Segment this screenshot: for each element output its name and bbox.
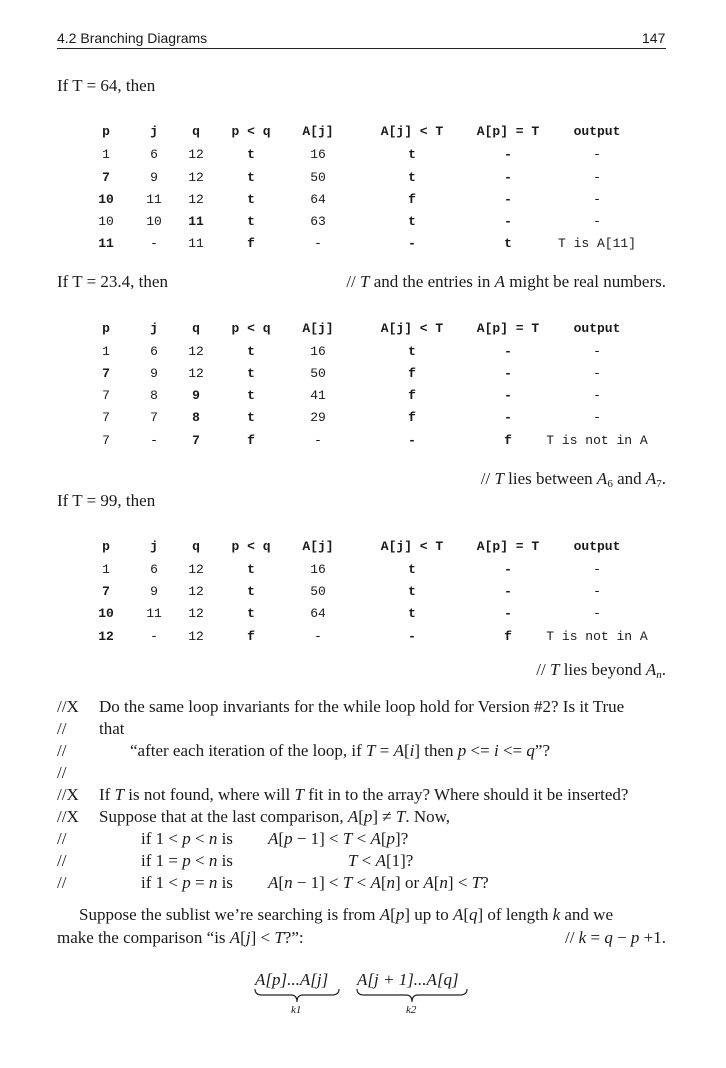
table-cell: 7 xyxy=(102,388,110,403)
question-text: Do the same loop invariants for the while loop hold for Version #2? Is it True xyxy=(99,697,625,716)
table-header-cell: j xyxy=(150,539,158,554)
table-cell: 16 xyxy=(310,147,326,162)
block2-comment: // T and the entries in A might be real numbers. xyxy=(346,272,666,291)
label-k1: k1 xyxy=(291,1004,302,1016)
table-cell: t xyxy=(247,388,255,403)
table-cell: - xyxy=(504,170,512,185)
table-cell: - xyxy=(408,236,416,251)
table-cell: 11 xyxy=(98,236,114,251)
table-cell: 10 xyxy=(146,214,162,229)
table-cell: f xyxy=(247,433,255,448)
condition-text: if 1 < p < n is xyxy=(141,829,233,848)
table-cell: 12 xyxy=(98,629,114,644)
table-cell: 6 xyxy=(150,562,158,577)
table-cell: 10 xyxy=(98,606,114,621)
table-cell: - xyxy=(593,170,601,185)
table-cell: 7 xyxy=(150,410,158,425)
sublist-right: A[j + 1]...A[q] xyxy=(357,970,459,989)
table-cell: 63 xyxy=(310,214,326,229)
running-header-section: 4.2 Branching Diagrams xyxy=(57,30,208,46)
label-k2: k2 xyxy=(406,1004,417,1016)
table-cell: 12 xyxy=(188,170,204,185)
table-cell: - xyxy=(150,433,158,448)
question-prefix: // xyxy=(57,873,67,892)
table-cell: 7 xyxy=(102,366,110,381)
table-cell: 11 xyxy=(188,236,204,251)
table-header-cell: q xyxy=(192,124,200,139)
table-header-cell: A[p] = T xyxy=(476,321,540,336)
table-cell: t xyxy=(408,147,416,162)
table-cell: 50 xyxy=(310,584,326,599)
sublist-left: A[p]...A[j] xyxy=(255,970,329,989)
paragraph-line-2: make the comparison “is A[j] < T?”: xyxy=(57,928,304,947)
table-cell: 50 xyxy=(310,170,326,185)
table-cell: - xyxy=(314,629,322,644)
table-cell: 12 xyxy=(188,629,204,644)
table-cell: f xyxy=(408,388,416,403)
block3-intro: If T = 99, then xyxy=(57,491,156,510)
block2-note: // T lies between $A_6$ and $A_7$. xyxy=(480,469,666,490)
question-text: that xyxy=(99,719,125,738)
paragraph-comment: // k = q − p +1. xyxy=(564,928,666,947)
underbrace-right-icon xyxy=(356,988,468,1004)
table-cell: - xyxy=(593,410,601,425)
table-cell: 12 xyxy=(188,366,204,381)
question-prefix: // xyxy=(57,741,67,760)
table-cell: 9 xyxy=(150,170,158,185)
table-cell: - xyxy=(504,192,512,207)
table-cell: - xyxy=(504,410,512,425)
table-cell: t xyxy=(247,192,255,207)
table-cell: 12 xyxy=(188,584,204,599)
table-header-cell: p xyxy=(102,124,110,139)
table-cell: 9 xyxy=(192,388,200,403)
table-cell: - xyxy=(314,433,322,448)
table-cell: - xyxy=(593,214,601,229)
page-number: 147 xyxy=(642,30,666,46)
question-text: Suppose that at the last comparison, A[p] ≠ T. Now, xyxy=(99,807,451,826)
table-cell: - xyxy=(408,629,416,644)
table-cell: - xyxy=(504,584,512,599)
table-cell: t xyxy=(247,410,255,425)
block3-note: // T lies beyond $A_n$. xyxy=(536,660,666,681)
table-cell: f xyxy=(247,629,255,644)
question-prefix: //X xyxy=(57,785,79,804)
table-header-cell: p < q xyxy=(231,124,271,139)
table-cell: 9 xyxy=(150,584,158,599)
table-cell: 7 xyxy=(102,584,110,599)
table-cell: 29 xyxy=(310,410,326,425)
table-cell: 12 xyxy=(188,192,204,207)
table-header-cell: A[j] xyxy=(302,321,334,336)
question-prefix: // xyxy=(57,851,67,870)
table-header-cell: j xyxy=(150,321,158,336)
table-cell: 12 xyxy=(188,606,204,621)
table-header-cell: A[p] = T xyxy=(476,539,540,554)
table-cell: - xyxy=(593,147,601,162)
table-cell: 8 xyxy=(192,410,200,425)
table-header-cell: p xyxy=(102,539,110,554)
table-cell: - xyxy=(504,147,512,162)
table-cell: 1 xyxy=(102,562,110,577)
table-cell: - xyxy=(593,366,601,381)
table-cell: f xyxy=(504,433,512,448)
condition-expression: A[n − 1] < T < A[n] or A[n] < T? xyxy=(268,873,489,892)
table-header-cell: p < q xyxy=(231,321,271,336)
table-cell: t xyxy=(247,344,255,359)
table-cell: 12 xyxy=(188,562,204,577)
condition-text: if 1 = p < n is xyxy=(141,851,233,870)
table-header-cell: A[j] < T xyxy=(380,321,444,336)
table-cell: - xyxy=(593,192,601,207)
table-cell: - xyxy=(314,236,322,251)
table-cell: - xyxy=(504,606,512,621)
table-cell: - xyxy=(504,388,512,403)
table-cell: T is A[11] xyxy=(557,236,637,251)
table-cell: - xyxy=(504,366,512,381)
table-cell: t xyxy=(408,214,416,229)
table-cell: t xyxy=(408,562,416,577)
table-cell: f xyxy=(247,236,255,251)
table-cell: f xyxy=(408,410,416,425)
question-prefix: // xyxy=(57,763,67,782)
condition-expression: A[p − 1] < T < A[p]? xyxy=(268,829,409,848)
table-cell: f xyxy=(408,366,416,381)
table-cell: - xyxy=(593,388,601,403)
table-header-cell: p < q xyxy=(231,539,271,554)
table-cell: - xyxy=(150,629,158,644)
table-cell: - xyxy=(504,344,512,359)
table-header-cell: output xyxy=(573,321,621,336)
table-cell: t xyxy=(247,366,255,381)
table-cell: 16 xyxy=(310,344,326,359)
table-cell: - xyxy=(504,562,512,577)
table-cell: - xyxy=(408,433,416,448)
table-cell: t xyxy=(408,584,416,599)
table-cell: 7 xyxy=(102,170,110,185)
table-cell: - xyxy=(504,214,512,229)
table-cell: 7 xyxy=(102,433,110,448)
table-cell: t xyxy=(247,606,255,621)
table-cell: 12 xyxy=(188,344,204,359)
table-header-cell: A[j] < T xyxy=(380,124,444,139)
question-text: “after each iteration of the loop, if T = A[i] then p <= i <= q”? xyxy=(130,741,550,760)
table-cell: - xyxy=(593,344,601,359)
table-cell: 6 xyxy=(150,344,158,359)
table-cell: 64 xyxy=(310,192,326,207)
condition-expression: T < A[1]? xyxy=(348,851,414,870)
block2-intro: If T = 23.4, then xyxy=(57,272,168,291)
underbrace-left-icon xyxy=(254,988,340,1004)
question-prefix: // xyxy=(57,829,67,848)
table-header-cell: q xyxy=(192,321,200,336)
table-cell: 16 xyxy=(310,562,326,577)
header-rule xyxy=(57,48,666,49)
table-cell: t xyxy=(247,214,255,229)
table-cell: t xyxy=(247,170,255,185)
question-prefix: //X xyxy=(57,697,79,716)
table-cell: - xyxy=(593,562,601,577)
table-cell: T is not in A xyxy=(546,433,648,448)
table-cell: t xyxy=(408,344,416,359)
table-header-cell: A[j] xyxy=(302,124,334,139)
table-cell: f xyxy=(408,192,416,207)
table-cell: f xyxy=(504,629,512,644)
table-cell: 10 xyxy=(98,214,114,229)
table-cell: t xyxy=(408,170,416,185)
table-cell: - xyxy=(150,236,158,251)
table-cell: t xyxy=(247,584,255,599)
table-cell: 50 xyxy=(310,366,326,381)
table-header-cell: A[j] < T xyxy=(380,539,444,554)
table-cell: 64 xyxy=(310,606,326,621)
condition-text: if 1 < p = n is xyxy=(141,873,233,892)
table-cell: 12 xyxy=(188,147,204,162)
block1-intro: If T = 64, then xyxy=(57,76,156,95)
question-prefix: // xyxy=(57,719,67,738)
table-header-cell: q xyxy=(192,539,200,554)
table-header-cell: A[p] = T xyxy=(476,124,540,139)
table-cell: t xyxy=(408,606,416,621)
table-cell: 11 xyxy=(146,192,162,207)
table-cell: 1 xyxy=(102,147,110,162)
table-cell: t xyxy=(504,236,512,251)
table-cell: t xyxy=(247,562,255,577)
question-prefix: //X xyxy=(57,807,79,826)
table-cell: 7 xyxy=(192,433,200,448)
table-header-cell: A[j] xyxy=(302,539,334,554)
paragraph-line-1: Suppose the sublist we’re searching is from A[p] up to A[q] of length k and we xyxy=(79,905,614,924)
table-cell: - xyxy=(593,606,601,621)
table-header-cell: j xyxy=(150,124,158,139)
table-cell: 41 xyxy=(310,388,326,403)
question-text: If T is not found, where will T fit in to the array? Where should it be inserted? xyxy=(99,785,629,804)
table-header-cell: output xyxy=(573,124,621,139)
table-cell: 6 xyxy=(150,147,158,162)
table-cell: 11 xyxy=(146,606,162,621)
table-cell: T is not in A xyxy=(546,629,648,644)
table-cell: 10 xyxy=(98,192,114,207)
table-cell: t xyxy=(247,147,255,162)
table-cell: 8 xyxy=(150,388,158,403)
table-cell: 1 xyxy=(102,344,110,359)
table-cell: 11 xyxy=(188,214,204,229)
table-header-cell: p xyxy=(102,321,110,336)
table-cell: 7 xyxy=(102,410,110,425)
table-header-cell: output xyxy=(573,539,621,554)
table-cell: - xyxy=(593,584,601,599)
table-cell: 9 xyxy=(150,366,158,381)
